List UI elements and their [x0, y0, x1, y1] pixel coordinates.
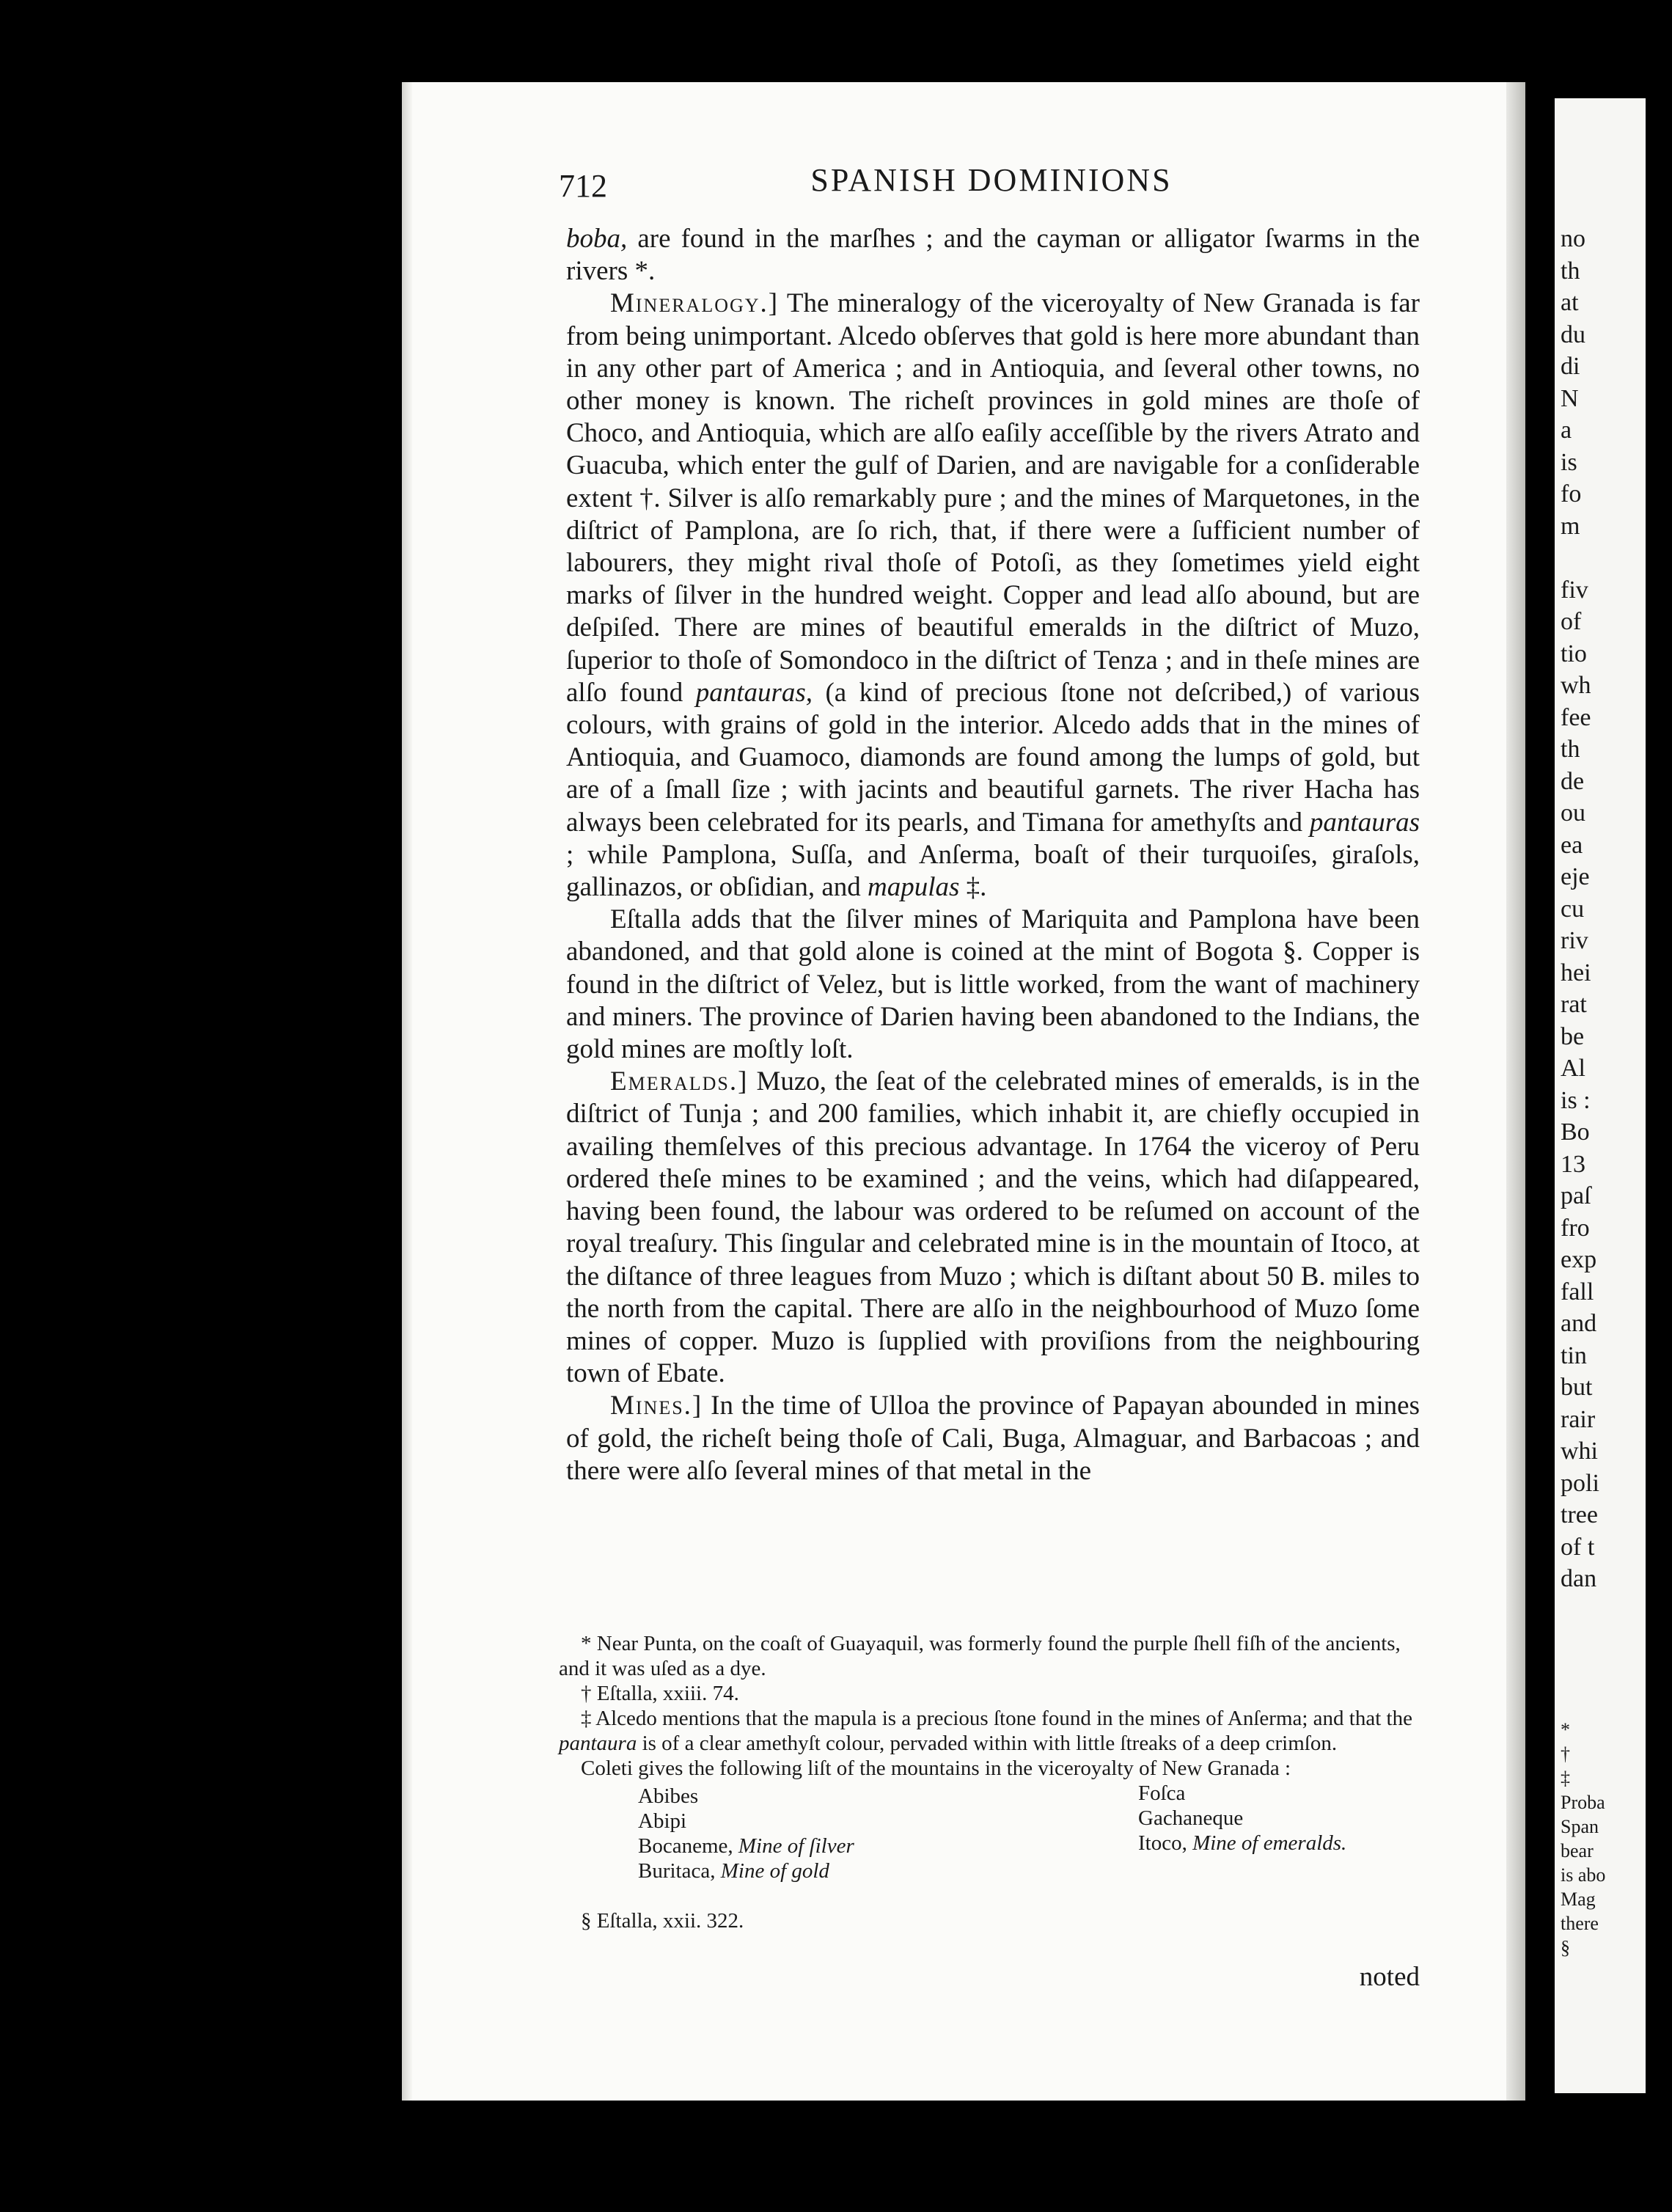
adjacent-page-line: dan [1561, 1565, 1597, 1592]
adjacent-page-line: of t [1561, 1533, 1595, 1561]
mountain-note: Mine of gold [720, 1859, 829, 1883]
adjacent-page-footnote-line: ‡ [1561, 1768, 1570, 1789]
adjacent-page-line: th [1561, 257, 1580, 285]
adjacent-page-line: di [1561, 353, 1580, 380]
paragraph-text: (a kind of precious ſtone not deſcribed,) of various colours, with grains of gold in the interior. Alcedo adds that in the mines of Antioquia, and Guamoco, diamonds are found among the lumps of gold, but are of a ſmall ſize ; with jacints and beautiful garnets. The river Hacha has always been celebrated for its pearls, and Timana for amethyſts and [566, 677, 1420, 838]
adjacent-page-line: 13 [1561, 1150, 1585, 1178]
paragraph-text: are found in the marſhes ; and the cayman or alligator ſwarms in the rivers *. [566, 224, 1420, 287]
adjacent-page-line: wh [1561, 672, 1591, 699]
adjacent-page-fragment [1555, 98, 1646, 2093]
adjacent-page-footnote-line: * [1561, 1719, 1570, 1740]
footnote-section: § Eſtalla, xxii. 322. [581, 1909, 744, 1933]
italic-word: mapulas [868, 872, 960, 903]
adjacent-page-line: fee [1561, 703, 1591, 731]
running-header [559, 161, 1424, 205]
adjacent-page-line [1561, 542, 1646, 574]
mountain-name: Foſca [1138, 1781, 1186, 1805]
adjacent-page-line: de [1561, 767, 1585, 795]
main-text [566, 223, 1420, 1487]
adjacent-page-line: of [1561, 608, 1582, 635]
adjacent-page-footnote-line: † [1561, 1743, 1570, 1765]
footnote-dagger: † Eſtalla, xxiii. 74. [581, 1682, 739, 1705]
adjacent-page-line: paſ [1561, 1182, 1591, 1209]
paragraph-mineralogy [566, 288, 1420, 904]
running-title: SPANISH DOMINIONS [810, 162, 1173, 198]
italic-word: pantauras [1309, 807, 1420, 838]
adjacent-page-footnote-line: Proba [1561, 1792, 1605, 1813]
mountain-name: Itoco, [1138, 1831, 1187, 1855]
italic-word: pantauras, [695, 677, 813, 708]
adjacent-page-line: no [1561, 225, 1585, 252]
adjacent-page-line: tin [1561, 1341, 1587, 1369]
catchword: noted [1359, 1962, 1420, 1992]
footnote-text: is of a clear amethyſt colour, pervaded within with little ſtreaks of a deep crimſon. [637, 1732, 1338, 1755]
mountain-name: Gachaneque [1138, 1806, 1244, 1830]
adjacent-page-line: cu [1561, 895, 1585, 923]
mountain-name: Buritaca, [638, 1859, 716, 1883]
mountain-item [1138, 1781, 1185, 1806]
footnote-text: ‡ Alcedo mentions that the mapula is a precious ſtone found in the mines of Anſerma; and that the [581, 1707, 1412, 1730]
adjacent-page-line: riv [1561, 927, 1588, 954]
adjacent-page-footnotes [1561, 1718, 1646, 1960]
paragraph-text: ; while Pamplona, Suſſa, and Anſerma, boaſt of their turquoiſes, giraſols, gallinazos, or obſidian, and [566, 839, 1420, 903]
adjacent-page-line: fall [1561, 1278, 1594, 1305]
paragraph-text: ‡. [959, 872, 987, 903]
paragraph-rivers [566, 223, 1420, 288]
adjacent-page-line: th [1561, 736, 1580, 763]
mountain-note: Mine of ſilver [738, 1834, 854, 1858]
adjacent-page-line: ea [1561, 831, 1583, 859]
adjacent-page-footnote-line: is abo [1561, 1864, 1606, 1886]
mountain-item [638, 1834, 854, 1858]
mountain-item [1138, 1806, 1243, 1831]
mountain-item [638, 1809, 686, 1834]
adjacent-page-line: poli [1561, 1469, 1599, 1497]
adjacent-page-line: but [1561, 1374, 1593, 1401]
adjacent-page-line: fiv [1561, 576, 1588, 604]
mountain-item [1138, 1831, 1346, 1856]
book-page [402, 82, 1525, 2101]
section-heading-mineralogy: Mineralogy.] [610, 288, 780, 319]
mountain-name: Abibes [638, 1784, 699, 1808]
page-gutter-shadow [402, 82, 412, 2101]
adjacent-page-line: rat [1561, 991, 1587, 1018]
adjacent-page-line: is : [1561, 1086, 1591, 1114]
paragraph-text: In the time of Ulloa the province of Papayan abounded in mines of gold, the richeſt being thoſe of Cali, Buga, Almaguar, and Barbacoas ; and there were alſo ſeveral mines of that metal in the [566, 1391, 1420, 1486]
adjacent-page-line: hei [1561, 959, 1591, 986]
section-heading-mines: Mines.] [610, 1391, 703, 1421]
footnote-coleti: Coleti gives the following liſt of the mountains in the viceroyalty of New Granada : [581, 1757, 1291, 1780]
mountain-list [559, 1781, 1420, 1908]
adjacent-page-text [1561, 223, 1646, 1595]
adjacent-page-line: exp [1561, 1246, 1597, 1273]
paragraph-estalla: Eſtalla adds that the ſilver mines of Mariquita and Pamplona have been abandoned, and that gold alone is coined at the mint of Bogota §. Copper is found in the diſtrict of Velez, but is little worked, from the want of machinery and miners. The province of Darien having been abandoned to the Indians, the gold mines are moſtly loſt. [566, 904, 1420, 1065]
adjacent-page-line: be [1561, 1022, 1585, 1050]
adjacent-page-line: tree [1561, 1501, 1598, 1528]
mountain-item [638, 1858, 829, 1883]
paragraph-text: Muzo, the ſeat of the celebrated mines of emeralds, is in the diſtrict of Tunja ; and 200 families, which inhabit it, are chiefly occupied in availing themſelves of this precious advantage. In 1764 the viceroy of Peru ordered theſe mines to be examined ; and the veins, which had diſappeared, having been found, the labour was ordered to be reſumed on account of the royal treaſury. This ſingular and celebrated mine is in the mountain of Itoco, at the diſtance of three leagues from Muzo ; which is diſtant about 50 B. miles to the north from the capital. There are alſo in the neighbourhood of Muzo ſome mines of copper. Muzo is ſupplied with proviſions from the neighbouring town of Ebate. [566, 1066, 1420, 1389]
adjacent-page-line: du [1561, 321, 1585, 348]
adjacent-page-line: rair [1561, 1405, 1596, 1433]
section-heading-emeralds: Emeralds.] [610, 1066, 749, 1097]
adjacent-page-line: Bo [1561, 1118, 1590, 1146]
page-edge [1506, 82, 1525, 2101]
italic-word: boba, [566, 224, 628, 254]
adjacent-page-line: tio [1561, 640, 1587, 667]
paragraph-emeralds [566, 1066, 1420, 1390]
adjacent-page-footnote-line: Mag [1561, 1889, 1596, 1910]
adjacent-page-footnote-line: bear [1561, 1840, 1594, 1861]
adjacent-page-footnote-line: Span [1561, 1816, 1599, 1837]
footnotes [559, 1631, 1420, 1933]
page-number: 712 [559, 168, 607, 204]
adjacent-page-footnote-line: there [1561, 1913, 1599, 1934]
paragraph-mines [566, 1390, 1420, 1487]
footnote-double-dagger [559, 1706, 1420, 1756]
adjacent-page-line: whi [1561, 1438, 1598, 1465]
adjacent-page-line: fro [1561, 1214, 1590, 1242]
mountain-item [638, 1784, 698, 1809]
adjacent-page-line: N [1561, 384, 1579, 412]
paragraph-text: The mineralogy of the viceroyalty of New Granada is far from being unimportant. Alcedo obſerves that gold is here more abundant than in any other part of America ; and in Antioquia, and ſeveral other towns, no other money is known. The richeſt provinces in gold mines are thoſe of Choco, and Antioquia, which are alſo eaſily acceſſible by the rivers Atrato and Guacuba, which enter the gulf of Darien, and are navigable for a conſiderable extent †. Silver is alſo remarkably pure ; and the mines of Marquetones, in the diſtrict of Pamplona, are ſo rich, that, if there were a ſufficient number of labourers, they might rival thoſe of Potoſi, as they ſometimes yield eight marks of ſilver in the hundred weight. Copper and lead alſo abound, but are deſpiſed. There are mines of beautiful emeralds in the diſtrict of Muzo, ſuperior to thoſe of Somondoco in the diſtrict of Tenza ; and in theſe mines are alſo found [566, 288, 1420, 708]
adjacent-page-line: Al [1561, 1055, 1585, 1082]
adjacent-page-line: a [1561, 417, 1572, 444]
adjacent-page-line: at [1561, 289, 1579, 316]
adjacent-page-line: and [1561, 1310, 1597, 1337]
italic-word: pantaura [559, 1732, 637, 1755]
footnote-asterisk: * Near Punta, on the coaſt of Guayaquil, was formerly found the purple ſhell fiſh of the ancients, and it was uſed as a dye. [559, 1632, 1401, 1680]
adjacent-page-line: m [1561, 512, 1580, 540]
adjacent-page-footnote-line: § [1561, 1937, 1570, 1958]
adjacent-page-line: is [1561, 448, 1577, 476]
adjacent-page-line: fo [1561, 480, 1582, 508]
adjacent-page-line: eje [1561, 863, 1590, 890]
mountain-name: Abipi [638, 1809, 687, 1833]
mountain-name: Bocaneme, [638, 1834, 733, 1858]
mountain-note: Mine of emeralds. [1192, 1831, 1347, 1855]
adjacent-page-line: ou [1561, 799, 1585, 827]
